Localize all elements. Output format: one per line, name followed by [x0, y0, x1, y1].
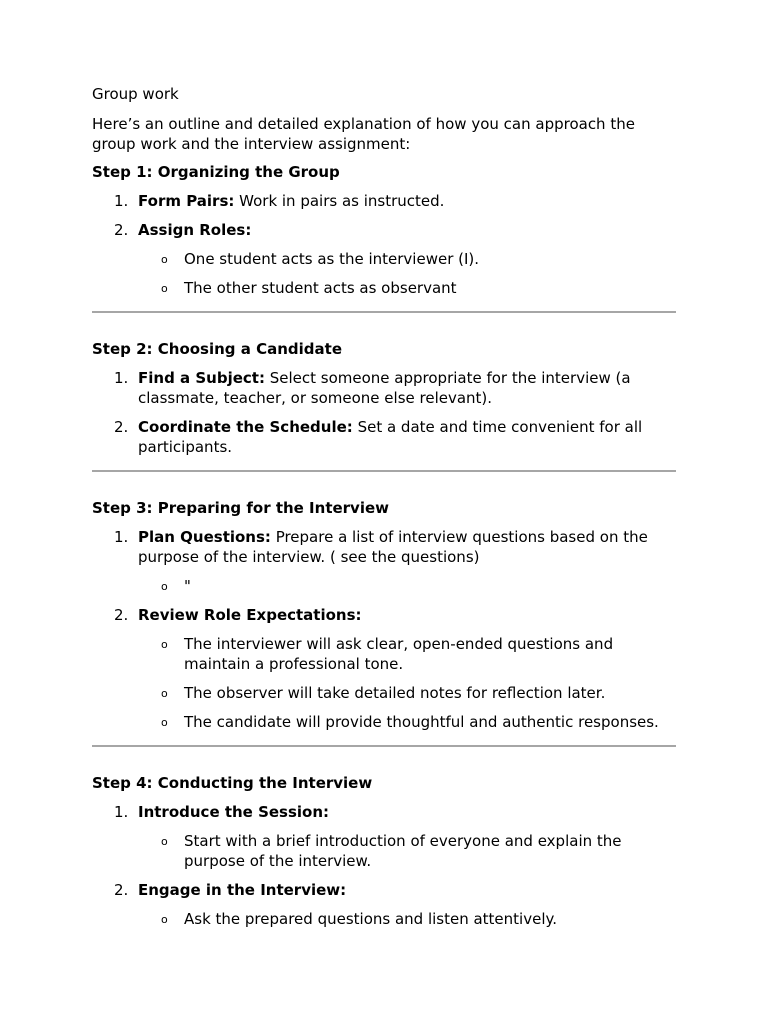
sub-item-text: The other student acts as observant — [184, 279, 457, 297]
sub-list-item — [92, 249, 676, 269]
sub-list-item — [92, 576, 676, 596]
item-lead: Find a Subject: — [138, 369, 265, 387]
item-number: 2. — [114, 606, 129, 624]
intro-paragraph: Here’s an outline and detailed explanation of how you can approach the group work and the interview assignment: — [92, 115, 635, 153]
item-number: 1. — [114, 528, 129, 546]
circle-bullet-icon: o — [161, 687, 168, 700]
circle-bullet-icon: o — [161, 580, 168, 593]
item-number: 2. — [114, 881, 129, 899]
step-heading: Step 4: Conducting the Interview — [92, 774, 373, 792]
sub-item-text: Start with a brief introduction of everyone and explain the purpose of the interview. — [184, 832, 622, 870]
item-text: Prepare a list of interview questions based on the purpose of the interview. ( see the questions) — [138, 528, 648, 566]
item-number: 2. — [114, 418, 129, 436]
step-1-section — [92, 162, 676, 298]
sub-item-text: One student acts as the interviewer (I). — [184, 250, 480, 268]
step-4-section — [92, 773, 676, 929]
item-text: Select someone appropriate for the interview (a classmate, teacher, or someone else relevant). — [138, 369, 631, 407]
sub-item-text: The interviewer will ask clear, open-ended questions and maintain a professional tone. — [184, 635, 614, 673]
circle-bullet-icon: o — [161, 253, 168, 266]
item-text: Work in pairs as instructed. — [234, 192, 445, 210]
circle-bullet-icon: o — [161, 835, 168, 848]
sub-list-item — [92, 278, 676, 298]
circle-bullet-icon: o — [161, 913, 168, 926]
sub-list-item — [92, 909, 676, 929]
item-lead: Form Pairs: — [138, 192, 235, 210]
list-item — [92, 527, 676, 567]
circle-bullet-icon: o — [161, 638, 168, 651]
sub-list-item — [92, 712, 676, 732]
list-item — [92, 605, 676, 625]
step-heading: Step 1: Organizing the Group — [92, 163, 340, 181]
item-number: 1. — [114, 803, 129, 821]
item-number: 1. — [114, 192, 129, 210]
circle-bullet-icon: o — [161, 716, 168, 729]
step-2-section — [92, 339, 676, 457]
circle-bullet-icon: o — [161, 282, 168, 295]
step-heading: Step 3: Preparing for the Interview — [92, 499, 390, 517]
sub-list-item — [92, 634, 676, 674]
sub-list-item — [92, 831, 676, 871]
list-item — [92, 417, 676, 457]
item-number: 2. — [114, 221, 129, 239]
document-page — [92, 84, 676, 938]
item-lead: Assign Roles: — [138, 221, 252, 239]
list-item — [92, 368, 676, 408]
step-3-section — [92, 498, 676, 732]
sub-item-text: The candidate will provide thoughtful and authentic responses. — [184, 713, 659, 731]
item-lead: Review Role Expectations: — [138, 606, 362, 624]
list-item — [92, 802, 676, 822]
list-item — [92, 191, 676, 211]
sub-item-text: Ask the prepared questions and listen attentively. — [184, 910, 558, 928]
item-text: Set a date and time convenient for all participants. — [138, 418, 643, 456]
sub-item-text: The observer will take detailed notes for reflection later. — [184, 684, 606, 702]
item-lead: Introduce the Session: — [138, 803, 330, 821]
section-divider — [92, 311, 676, 313]
sub-item-text: " — [184, 577, 191, 595]
sub-list-item — [92, 683, 676, 703]
item-lead: Plan Questions: — [138, 528, 271, 546]
section-divider — [92, 470, 676, 472]
list-item — [92, 220, 676, 240]
item-number: 1. — [114, 369, 129, 387]
item-lead: Engage in the Interview: — [138, 881, 347, 899]
section-divider — [92, 745, 676, 747]
step-heading: Step 2: Choosing a Candidate — [92, 340, 343, 358]
list-item — [92, 880, 676, 900]
document-title: Group work — [92, 85, 179, 103]
item-lead: Coordinate the Schedule: — [138, 418, 353, 436]
